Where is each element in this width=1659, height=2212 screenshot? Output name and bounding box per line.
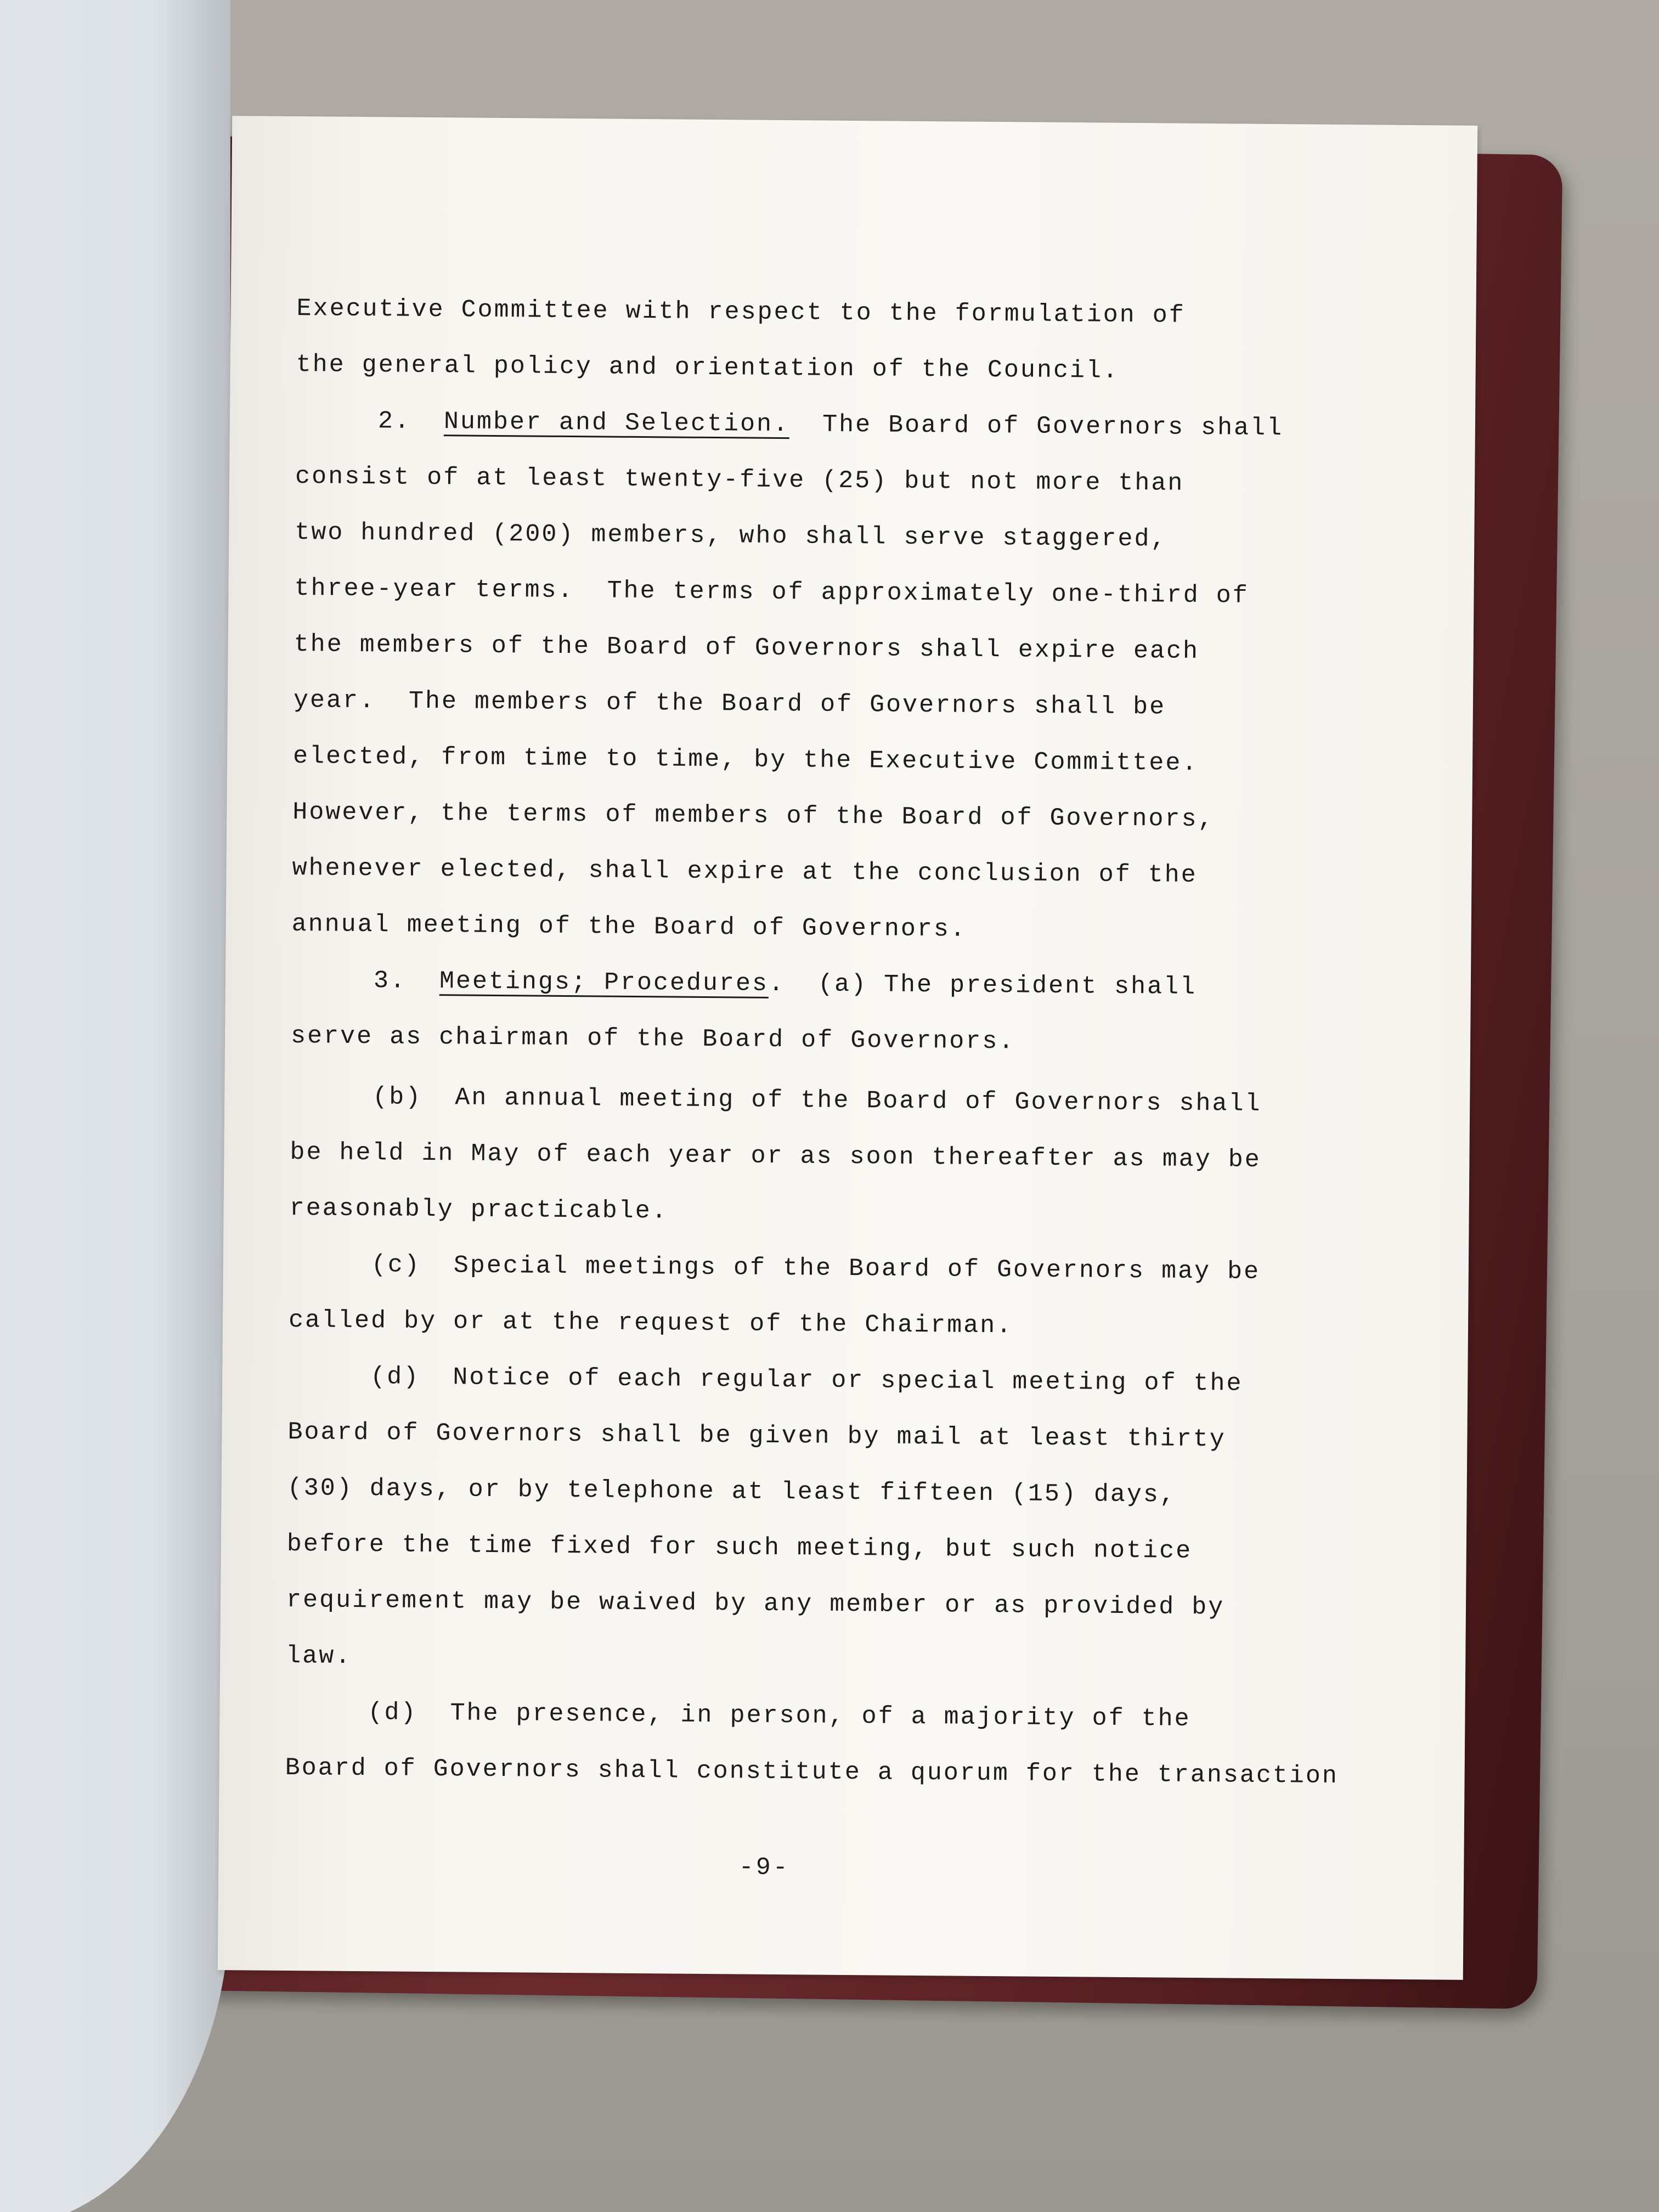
text-line: Board of Governors shall be given by mail at least thirty — [287, 1418, 1226, 1454]
text-line: Board of Governors shall constitute a quorum for the transaction — [285, 1753, 1339, 1791]
text-line: two hundred (200) members, who shall serve staggered, — [295, 518, 1167, 554]
text-line: the general policy and orientation of the Council. — [296, 351, 1120, 385]
text-line: law. — [286, 1641, 352, 1671]
text-fragment: . (a) The president shall — [768, 969, 1197, 1001]
subsection-c-line: (c) Special meetings of the Board of Governors may be — [371, 1251, 1261, 1286]
document-page — [218, 116, 1477, 1980]
text-line: Executive Committee with respect to the formulation of — [296, 295, 1186, 330]
page-number: -9- — [738, 1853, 790, 1882]
text-line: However, the terms of members of the Board of Governors, — [292, 798, 1215, 834]
text-line: requirement may be waived by any member or as provided by — [286, 1585, 1225, 1622]
text-line: year. The members of the Board of Governors shall be — [293, 686, 1166, 721]
text-line: reasonably practicable. — [289, 1194, 668, 1226]
text-line: the members of the Board of Governors shall expire each — [294, 630, 1200, 666]
text-line: consist of at least twenty-five (25) but not more than — [295, 462, 1184, 498]
subsection-b-line: (b) An annual meeting of the Board of Governors shall — [373, 1083, 1262, 1118]
text-line: (30) days, or by telephone at least fifteen (15) days, — [287, 1474, 1177, 1509]
section-number: 3. — [373, 967, 440, 996]
text-line: three-year terms. The terms of approximately one-third of — [294, 574, 1249, 610]
section-heading-meetings-procedures: Meetings; Procedures — [439, 967, 769, 998]
text-line: before the time fixed for such meeting, but such notice — [286, 1530, 1193, 1565]
subsection-d-quorum-line: (d) The presence, in person, of a majority of the — [368, 1699, 1191, 1733]
text-line: serve as chairman of the Board of Governors. — [290, 1022, 1015, 1056]
text-line: whenever elected, shall expire at the conclusion of the — [292, 854, 1198, 889]
subsection-d-notice-line: (d) Notice of each regular or special meeting of the — [370, 1363, 1243, 1398]
section-heading-number-and-selection: Number and Selection. — [443, 408, 790, 439]
section-2-line — [296, 393, 1448, 458]
text-line: annual meeting of the Board of Governors. — [291, 910, 967, 944]
text-line: called by or at the request of the Chairman. — [288, 1306, 1013, 1340]
section-3-line — [291, 952, 1444, 1017]
section-number: 2. — [377, 407, 444, 436]
text-line: be held in May of each year or as soon thereafter as may be — [290, 1138, 1261, 1174]
page-body — [285, 281, 1449, 1805]
facing-page — [0, 0, 230, 2212]
text-fragment: The Board of Governors shall — [789, 410, 1284, 443]
text-line: elected, from time to time, by the Executive Committee. — [292, 742, 1199, 778]
